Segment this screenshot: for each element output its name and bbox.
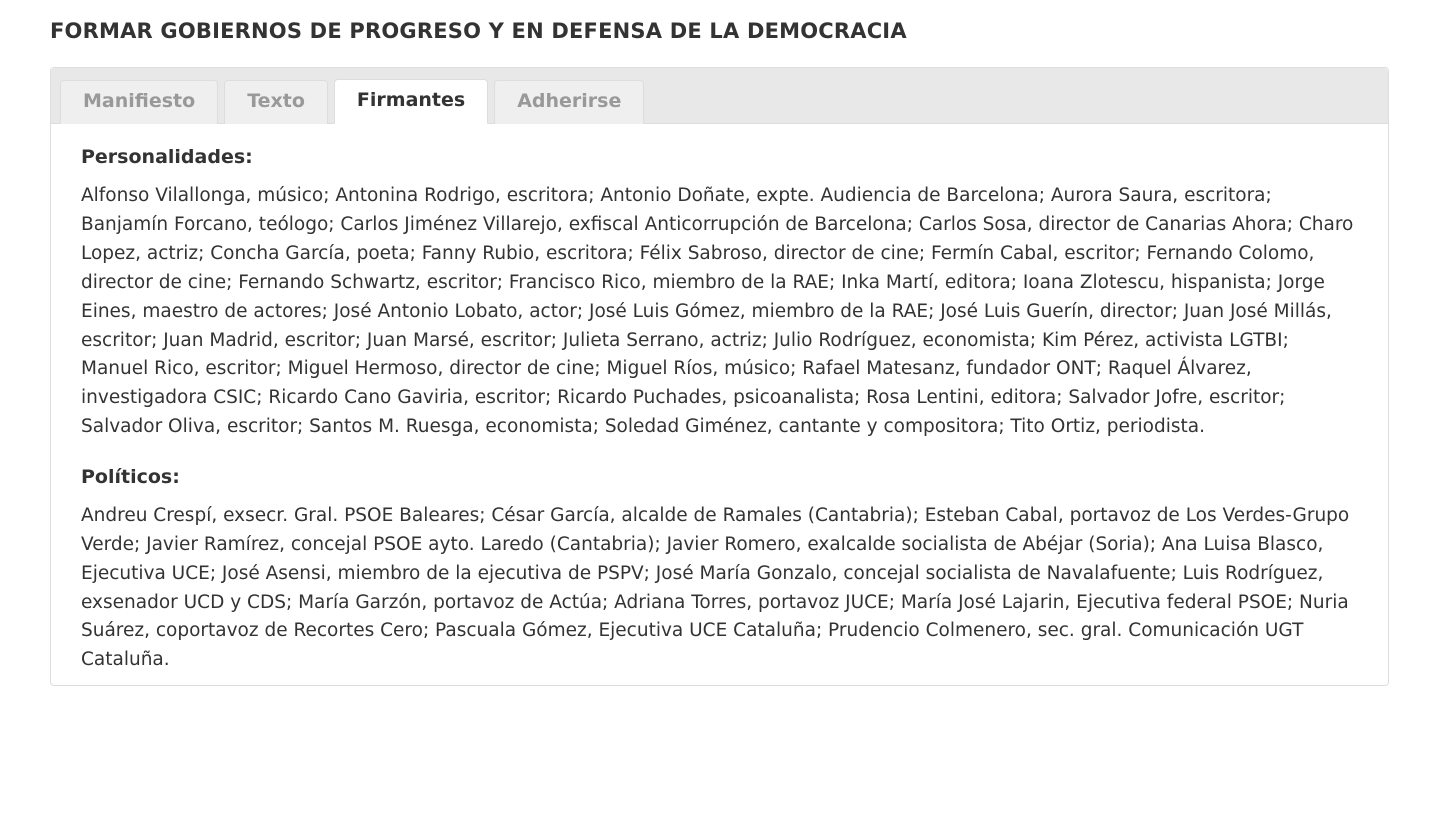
signatories-panel: [50, 67, 1389, 686]
tab-adherirse[interactable]: Adherirse: [494, 80, 644, 124]
page-title: FORMAR GOBIERNOS DE PROGRESO Y EN DEFENSA DE LA DEMOCRACIA: [50, 19, 907, 43]
tab-firmantes[interactable]: Firmantes: [334, 79, 488, 124]
section-heading-politicos: Políticos:: [81, 466, 180, 489]
section-text-politicos: Andreu Crespí, exsecr. Gral. PSOE Baleares; César García, alcalde de Ramales (Cantabria); Esteban Cabal, portavoz de Los Verdes-Grupo Verde; Javier Ramírez, concejal PSOE ayto. Laredo (Cantabria); Javier Romero, exalcalde socialista de Abéjar (Soria); Ana Luisa Blasco, Ejecutiva UCE; José Asensi, miembro de la ejecutiva de PSPV; José María Gonzalo, concejal socialista de Navalafuente; Luis Rodríguez, exsenador UCD y CDS; María Garzón, portavoz de Actúa; Adriana Torres, portavoz JUCE; María José Lajarin, Ejecutiva federal PSOE; Nuria Suárez, coportavoz de Recortes Cero; Pascuala Gómez, Ejecutiva UCE Cataluña; Prudencio Colmenero, sec. gral. Comunicación UGT Cataluña.: [81, 505, 1350, 671]
section-heading-personalidades: Personalidades:: [81, 146, 253, 169]
tab-panel-firmantes: [51, 124, 1388, 685]
tab-manifiesto[interactable]: Manifiesto: [60, 80, 218, 124]
tab-bar: [51, 68, 1388, 124]
page-container: [0, 18, 1439, 686]
section-text-personalidades: Alfonso Vilallonga, músico; Antonina Rodrigo, escritora; Antonio Doñate, expte. Audiencia de Barcelona; Aurora Saura, escritora; Banjamín Forcano, teólogo; Carlos Jiménez Villarejo, exfiscal Anticorrupción de Barcelona; Carlos Sosa, director de Canarias Ahora; Charo Lopez, actriz; Concha García, poeta; Fanny Rubio, escritora; Félix Sabroso, director de cine; Fermín Cabal, escritor; Fernando Colomo, director de cine; Fernando Schwartz, escritor; Francisco Rico, miembro de la RAE; Inka Martí, editora; Ioana Zlotescu, hispanista; Jorge Eines, maestro de actores; José Antonio Lobato, actor; José Luis Gómez, miembro de la RAE; José Luis Guerín, director; Juan José Millás, escritor; Juan Madrid, escritor; Juan Marsé, escritor; Julieta Serrano, actriz; Julio Rodríguez, economista; Kim Pérez, activista LGTBI; Manuel Rico, escritor; Miguel Hermoso, director de cine; Miguel Ríos, músico; Rafael Matesanz, fundador ONT; Raquel Álvarez, investigadora CSIC; Ricardo Cano Gaviria, escritor; Ricardo Puchades, psicoanalista; Rosa Lentini, editora; Salvador Jofre, escritor; Salvador Oliva, escritor; Santos M. Ruesga, economista; Soledad Giménez, cantante y compositora; Tito Ortiz, periodista.: [81, 185, 1354, 438]
tab-texto[interactable]: Texto: [224, 80, 328, 124]
